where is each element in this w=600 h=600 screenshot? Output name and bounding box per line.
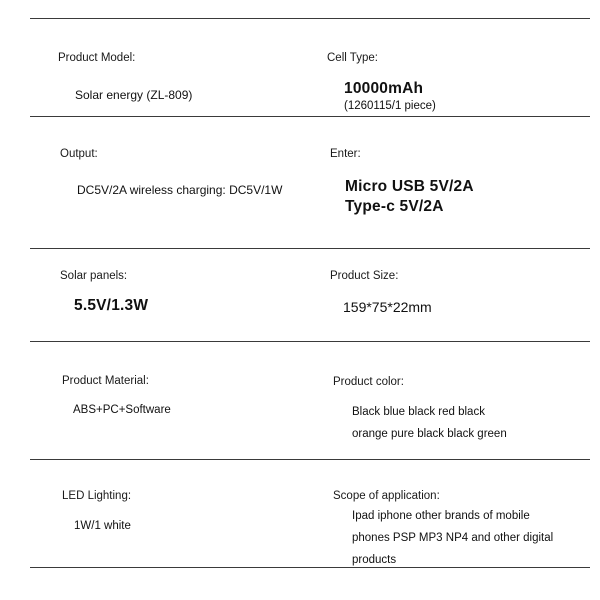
cell-type-label: Cell Type:	[327, 52, 378, 64]
divider-2	[30, 248, 590, 249]
product-model-value: Solar energy (ZL-809)	[75, 88, 193, 102]
product-size-value: 159*75*22mm	[343, 299, 432, 315]
divider-top	[30, 18, 590, 19]
cell-type-detail: (1260115/1 piece)	[344, 100, 436, 112]
input-value-type-c: Type-c 5V/2A	[345, 198, 444, 215]
divider-bottom	[30, 567, 590, 568]
divider-1	[30, 116, 590, 117]
output-value: DC5V/2A wireless charging: DC5V/1W	[77, 183, 283, 197]
divider-4	[30, 459, 590, 460]
solar-panels-label: Solar panels:	[60, 270, 128, 282]
scope-of-application-label: Scope of application:	[333, 490, 440, 502]
scope-of-application-line-3: products	[352, 554, 397, 566]
product-color-value-line-2: orange pure black black green	[352, 428, 507, 440]
scope-of-application-line-1: Ipad iphone other brands of mobile	[352, 510, 530, 522]
scope-of-application-line-2: phones PSP MP3 NP4 and other digital	[352, 532, 554, 544]
product-material-label: Product Material:	[62, 375, 149, 387]
divider-3	[30, 341, 590, 342]
product-color-label: Product color:	[333, 376, 404, 388]
output-label: Output:	[60, 148, 98, 160]
solar-panels-value: 5.5V/1.3W	[74, 297, 149, 314]
product-size-label: Product Size:	[330, 270, 399, 282]
led-lighting-label: LED Lighting:	[62, 490, 132, 502]
product-material-value: ABS+PC+Software	[73, 404, 171, 416]
input-label: Enter:	[330, 148, 361, 160]
input-value-micro-usb: Micro USB 5V/2A	[345, 178, 474, 195]
cell-type-value: 10000mAh	[344, 80, 424, 97]
product-color-value-line-1: Black blue black red black	[352, 406, 485, 418]
product-model-label: Product Model:	[58, 52, 136, 64]
led-lighting-value: 1W/1 white	[74, 520, 131, 532]
